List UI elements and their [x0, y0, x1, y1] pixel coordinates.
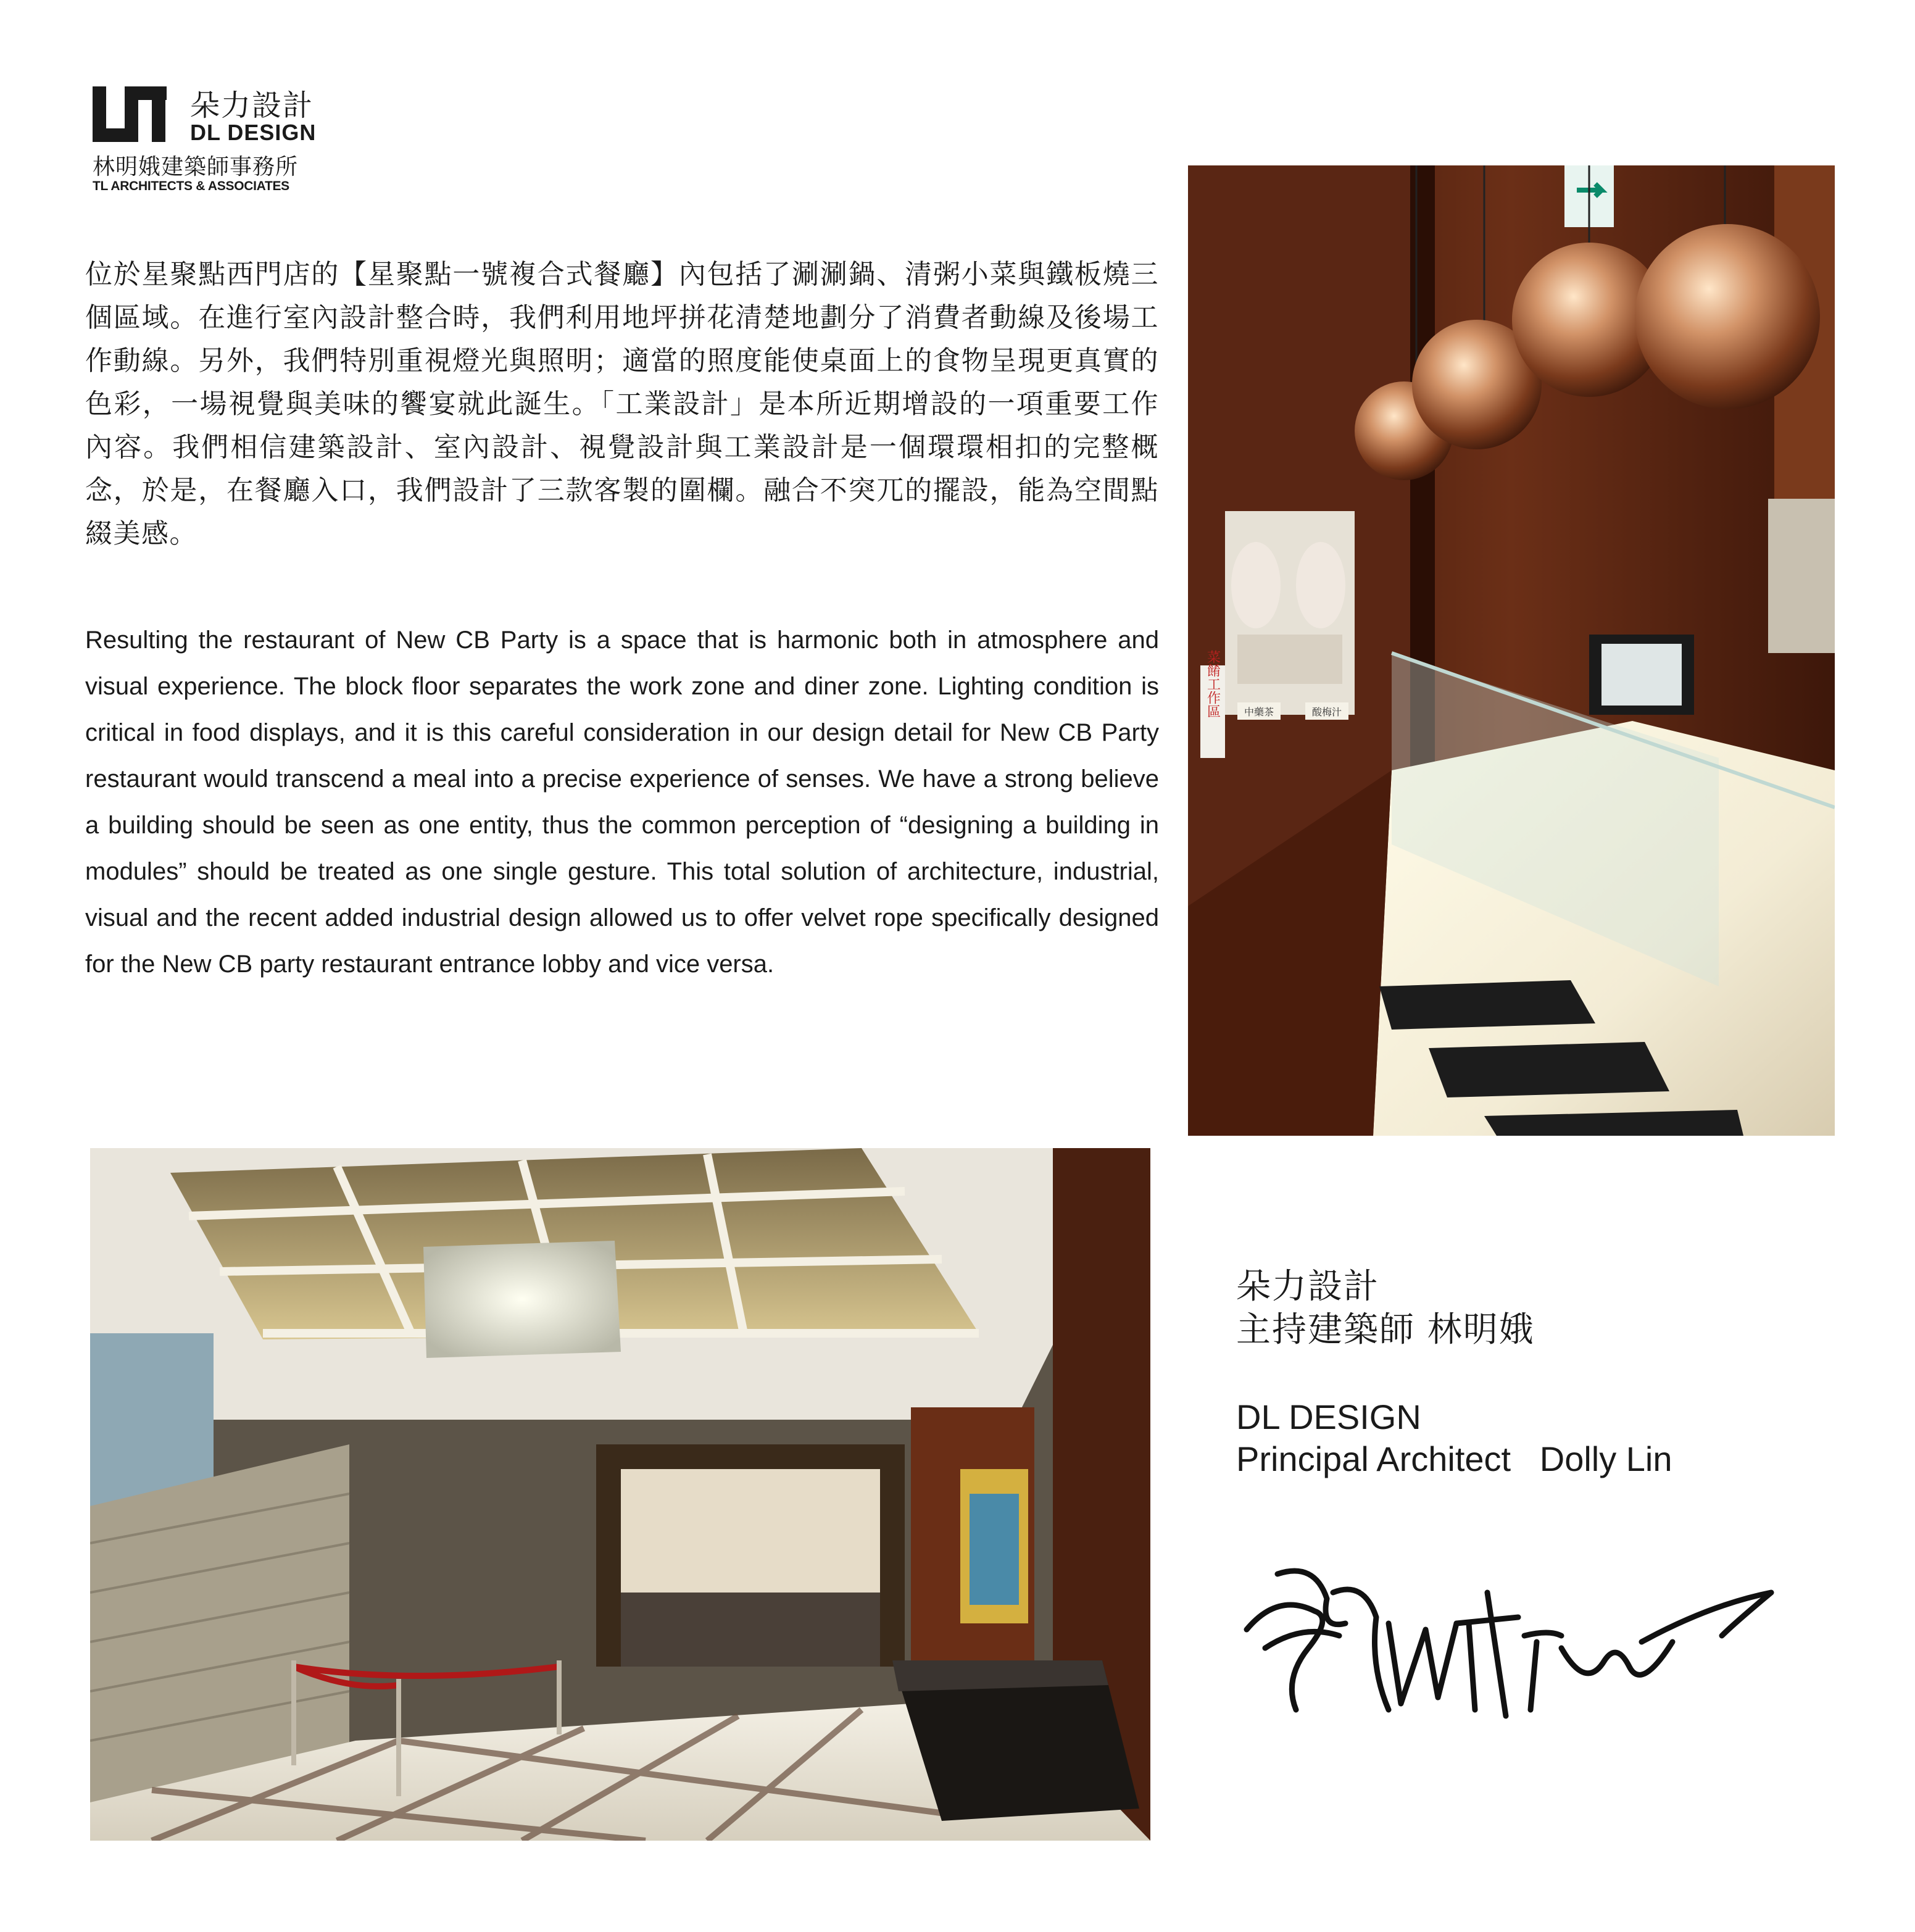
description-chinese: 位於星聚點西門店的【星聚點一號複合式餐廳】內包括了涮涮鍋、清粥小菜與鐵板燒三個區域。在進行室內設計整合時，我們利用地坪拼花清楚地劃分了消費者動線及後場工作動線。另外，我們特別重視燈光與照明；適當的照度能使桌面上的食物呈現更真實的色彩，一場視覺與美味的饗宴就此誕生。「工業設計」是本所近期增設的一項重要工作內容。我們相信建築設計、室內設計、視覺設計與工業設計是一個環環相扣的完整概念，於是，在餐廳入口，我們設計了三款客製的圍欄。融合不突兀的擺設，能為空間點綴美感。: [85, 259, 1159, 549]
logo: [93, 81, 321, 199]
handwritten-signature: [1240, 1555, 1784, 1728]
logo-firm-en: TL ARCHITECTS & ASSOCIATES: [93, 179, 289, 193]
credit-firm-en: DL DESIGN: [1236, 1397, 1421, 1436]
machine-label-2: 酸梅汁: [1311, 706, 1342, 718]
photo-entrance-lobby: [90, 1148, 1150, 1841]
photo-sign-text: 菜餚工作區: [1205, 650, 1221, 718]
credit-firm-cn: 朵力設計: [1236, 1267, 1379, 1307]
credit-role-cn: 主持建築師 林明娥: [1236, 1310, 1535, 1350]
logo-brand-en: DL DESIGN: [190, 120, 317, 145]
description-english: Resulting the restaurant of New CB Party is a space that is harmonic both in atmosphere and visual experience. The block floor separates the work zone and diner zone. Lighting condition is critical in food displays, and it is this careful consideration in our design detail for New CB Party restaurant would transcend a meal into a precise experience of senses. We have a strong believe a building should be seen as one entity, thus the common perception of “designing a building in modules” should be treated as one single gesture. This total solution of architecture, industrial, visual and the recent added industrial design allowed us to offer velvet rope specifically designed for the New CB party restaurant entrance lobby and vice versa.: [85, 627, 1159, 978]
machine-label-1: 中藥茶: [1244, 706, 1274, 718]
photo-counter-pendant-lamps: [1188, 165, 1835, 1136]
dl-logo-mark: [93, 86, 179, 142]
logo-firm-cn: 林明娥建築師事務所: [93, 154, 299, 180]
logo-brand-cn: 朵力設計: [190, 88, 314, 123]
credit-role-en: Principal Architect Dolly Lin: [1236, 1439, 1672, 1478]
credit-block: [1236, 1265, 1853, 1480]
